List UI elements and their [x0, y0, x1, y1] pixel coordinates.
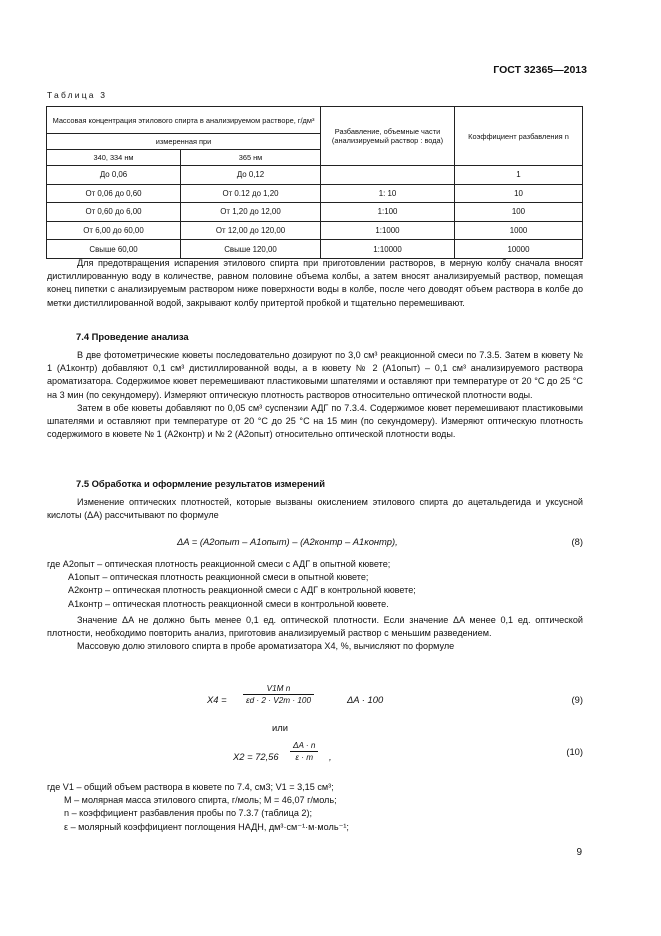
table-cell: От 1,20 до 12,00 — [181, 203, 321, 222]
table-row — [47, 184, 583, 203]
table-header-365nm: 365 нм — [181, 150, 321, 166]
paragraph-threshold: Значение ΔA не должно быть менее 0,1 ед. оптической плотности. Если значение ΔA менее 0,1 ед. оптической плотности, необходимо повторить анализ, приготовив анализируемый раствор с меньшим разведением. Массовую долю этилового спирта в пробе ароматизатора X4, %, вычисляют по формуле — [47, 615, 583, 652]
formula-9-fraction: $\frac{\text{V1M n}}{\varepsilon d \cdot 2 \cdot V2m \cdot 100}$ — [243, 683, 314, 706]
table-cell: До 0,12 — [181, 166, 321, 185]
table-cell: До 0,06 — [47, 166, 181, 185]
formula-10-fraction: $\frac{\Delta A \cdot n}{\varepsilon \cdot m}$ — [290, 740, 318, 763]
paragraph-optical-change: Изменение оптических плотностей, которые вызваны окислением этилового спирта до ацетальдегида и уксусной кислоты (ΔA) рассчитывают по формуле — [47, 497, 583, 521]
table-header-measured: измеренная при — [47, 134, 321, 150]
standard-header: ГОСТ 32365—2013 — [493, 64, 587, 76]
where-list-variables: где V1 – общий объем раствора в кювете по 7.4, см3; V1 = 3,15 см³; M – молярная масса этилового спирта, г/моль; M = 46,07 г/моль; n – коэффициент разбавления пробы по 7.3.7 (таблица 2); ε – молярный коэффициент поглощения НАДН, дм³·см⁻¹·м·моль⁻¹; — [47, 782, 349, 832]
table-header-340nm: 340, 334 нм — [47, 150, 181, 166]
formula-9-number: (9) — [571, 694, 583, 705]
dilution-table — [46, 106, 583, 259]
table-cell: От 0.12 до 1,20 — [181, 184, 321, 203]
table-cell: От 12,00 до 120,00 — [181, 221, 321, 240]
table-caption: Таблица 3 — [47, 90, 108, 100]
section-7-4-heading: 7.4 Проведение анализа — [76, 331, 189, 342]
table-cell: 1 — [455, 166, 583, 185]
formula-9: X4 = $\frac{\text{V1M n}}{\varepsilon d \cdot 2 \cdot V2m \cdot 100}$ ΔA · 100 (9) — [207, 684, 583, 705]
table-cell: 100 — [455, 203, 583, 222]
table-cell: 10000 — [455, 240, 583, 259]
table-header-coefficient: Коэффициент разбавления n — [455, 107, 583, 166]
table-cell: 1:100 — [321, 203, 455, 222]
table-row — [47, 203, 583, 222]
table-header-concentration: Массовая концентрация этилового спирта в анализируемом растворе, г/дм³ — [47, 107, 321, 134]
table-cell: От 6,00 до 60,00 — [47, 221, 181, 240]
formula-8-number: (8) — [571, 536, 583, 547]
table-cell: Свыше 60,00 — [47, 240, 181, 259]
table-row — [47, 221, 583, 240]
table-header-dilution: Разбавление, объемные части (анализируемый раствор : вода) — [321, 107, 455, 166]
document-page: ГОСТ 32365—2013 Таблица 3 Массовая концентрация этилового спирта в анализируемом растворе, г/дм³ Разбавление, объемные части (анализируемый раствор : вода) Коэффициент разбавления n измеренная при 340, 334 нм 365 нм До 0,06 До 0,12 1 От 0,06 до 0,60 От 0.12 до 1,20 1: 10 10 От 0,60 до 6,00 От 1,20 до 12,00 1:100 100 От 6,00 до 60,00 От 12,00 до 120,00 1:1000 1000 Свыше 60,00 Свыше 120,00 1:10000 10000 Для предотвращения испарения этилового спирта при приготовлении растворов, в мерную колбу сначала вносят дистиллированную воду в количестве, равном половине объема колбы, а затем вносят анализируемый раствор, помещая конец пипетки с анализируемым раствором ниже поверхности воды в колбе, после чего доводят объем раствора в колбе до метки дистиллированной водой, закрывают колбу притертой пробкой и тщательно перемешивают. 7.4 Проведение анализа В две фотометрические кюветы последовательно дозируют по 3,0 см³ реакционной смеси по 7.3.5. Затем в кювету № 1 (A1контр) добавляют 0,1 см³ дистиллированной воды, а в кювету № 2 (A1опыт) – 0,1 см³ анализируемого раствора ароматизатора. Содержимое кювет перемешивают пластиковыми шпателями и оставляют при температуре от 20 °С до 25 °С на 3 мин (по секундомеру). Измеряют оптическую плотность растворов относительно оптической плотности воды. Затем в обе кюветы добавляют по 0,05 см³ суспензии АДГ по 7.3.4. Содержимое кювет перемешивают пластиковыми шпателями и оставляют при температуре от 20 °С до 25 °С на 15 мин (по секундомеру). Измеряют оптическую плотность содержимого в кювете № 1 (A2контр) и № 2 (A2опыт) относительно оптической плотности воды. 7.5 Обработка и оформление результатов измерений Изменение оптических плотностей, которые вызваны окислением этилового спирта до ацетальдегида и уксусной кислоты (ΔA) рассчитывают по формуле ΔA = (A2опыт – A1опыт) – (A2контр – A1контр), (8) где A2опыт – оптическая плотность реакционной смеси с АДГ в опытной кювете; A1опыт – оптическая плотность реакционной смеси в опытной кювете; A2контр – оптическая плотность реакционной смеси с АДГ в контрольной кювете; A1контр – оптическая плотность реакционной смеси в контрольной кювете. Значение ΔA не должно быть менее 0,1 ед. оптической плотности. Если значение ΔA менее 0,1 ед. оптической плотности, необходимо повторить анализ, приготовив анализируемый раствор с меньшим разведением. Массовую долю этилового спирта в пробе ароматизатора X4, %, вычисляют по формуле X4 = $\frac{\text{V1M n}}{\varepsilon d \cdot 2 \cdot V2m \cdot 100}$ ΔA · 100 (9) или X2 = 72,56 $\frac{\Delta A \cdot n}{\varepsilon \cdot m}$ , (10) где V1 – общий объем раствора в кювете по 7.4, см3; V1 = 3,15 см³; M – молярная масса этилового спирта, г/моль; M = 46,07 г/моль; n – коэффициент разбавления пробы по 7.3.7 (таблица 2); ε – молярный коэффициент поглощения НАДН, дм³·см⁻¹·м·моль⁻¹; 9 — [47, 64, 587, 858]
paragraph-analysis: В две фотометрические кюветы последовательно дозируют по 3,0 см³ реакционной смеси по 7.3.5. Затем в кювету № 1 (A1контр) добавляют 0,1 см³ дистиллированной воды, а в кювету № 2 (A1опыт) – 0,1 см³ анализируемого раствора ароматизатора. Содержимое кювет перемешивают пластиковыми шпателями и оставляют при температуре от 20 °С до 25 °С на 3 мин (по секундомеру). Измеряют оптическую плотность растворов относительно оптической плотности воды. Затем в обе кюветы добавляют по 0,05 см³ суспензии АДГ по 7.3.4. Содержимое кювет перемешивают пластиковыми шпателями и оставляют при температуре от 20 °С до 25 °С на 15 мин (по секундомеру). Измеряют оптическую плотность содержимого в кювете № 1 (A2контр) и № 2 (A2опыт) относительно оптической плотности воды. — [47, 350, 583, 440]
or-separator: или — [272, 722, 288, 733]
where-list-optical: где A2опыт – оптическая плотность реакционной смеси с АДГ в опытной кювете; A1опыт – оптическая плотность реакционной смеси в опытной кювете; A2контр – оптическая плотность реакционной смеси с АДГ в контрольной кювете; A1контр – оптическая плотность реакционной смеси в контрольной кювете. — [47, 559, 416, 609]
table-row — [47, 240, 583, 259]
table-cell — [321, 166, 455, 185]
formula-10-number: (10) — [566, 746, 583, 757]
formula-10: X2 = 72,56 $\frac{\Delta A \cdot n}{\varepsilon \cdot m}$ , (10) — [233, 741, 583, 762]
table-cell: 1: 10 — [321, 184, 455, 203]
table-cell: От 0,06 до 0,60 — [47, 184, 181, 203]
page-number: 9 — [576, 847, 582, 858]
paragraph-evaporation: Для предотвращения испарения этилового спирта при приготовлении растворов, в мерную колбу сначала вносят дистиллированную воду в количестве, равном половине объема колбы, а затем вносят анализируемый раствор, помещая конец пипетки с анализируемым раствором ниже поверхности воды в колбе, после чего доводят объем раствора в колбе до метки дистиллированной водой, закрывают колбу притертой пробкой и тщательно перемешивают. — [47, 258, 583, 308]
table-cell: 10 — [455, 184, 583, 203]
table-cell: 1000 — [455, 221, 583, 240]
table-cell: От 0,60 до 6,00 — [47, 203, 181, 222]
section-7-5-heading: 7.5 Обработка и оформление результатов измерений — [76, 478, 325, 489]
table-row — [47, 166, 583, 185]
table-cell: 1:10000 — [321, 240, 455, 259]
table-cell: Свыше 120,00 — [181, 240, 321, 259]
table-cell: 1:1000 — [321, 221, 455, 240]
